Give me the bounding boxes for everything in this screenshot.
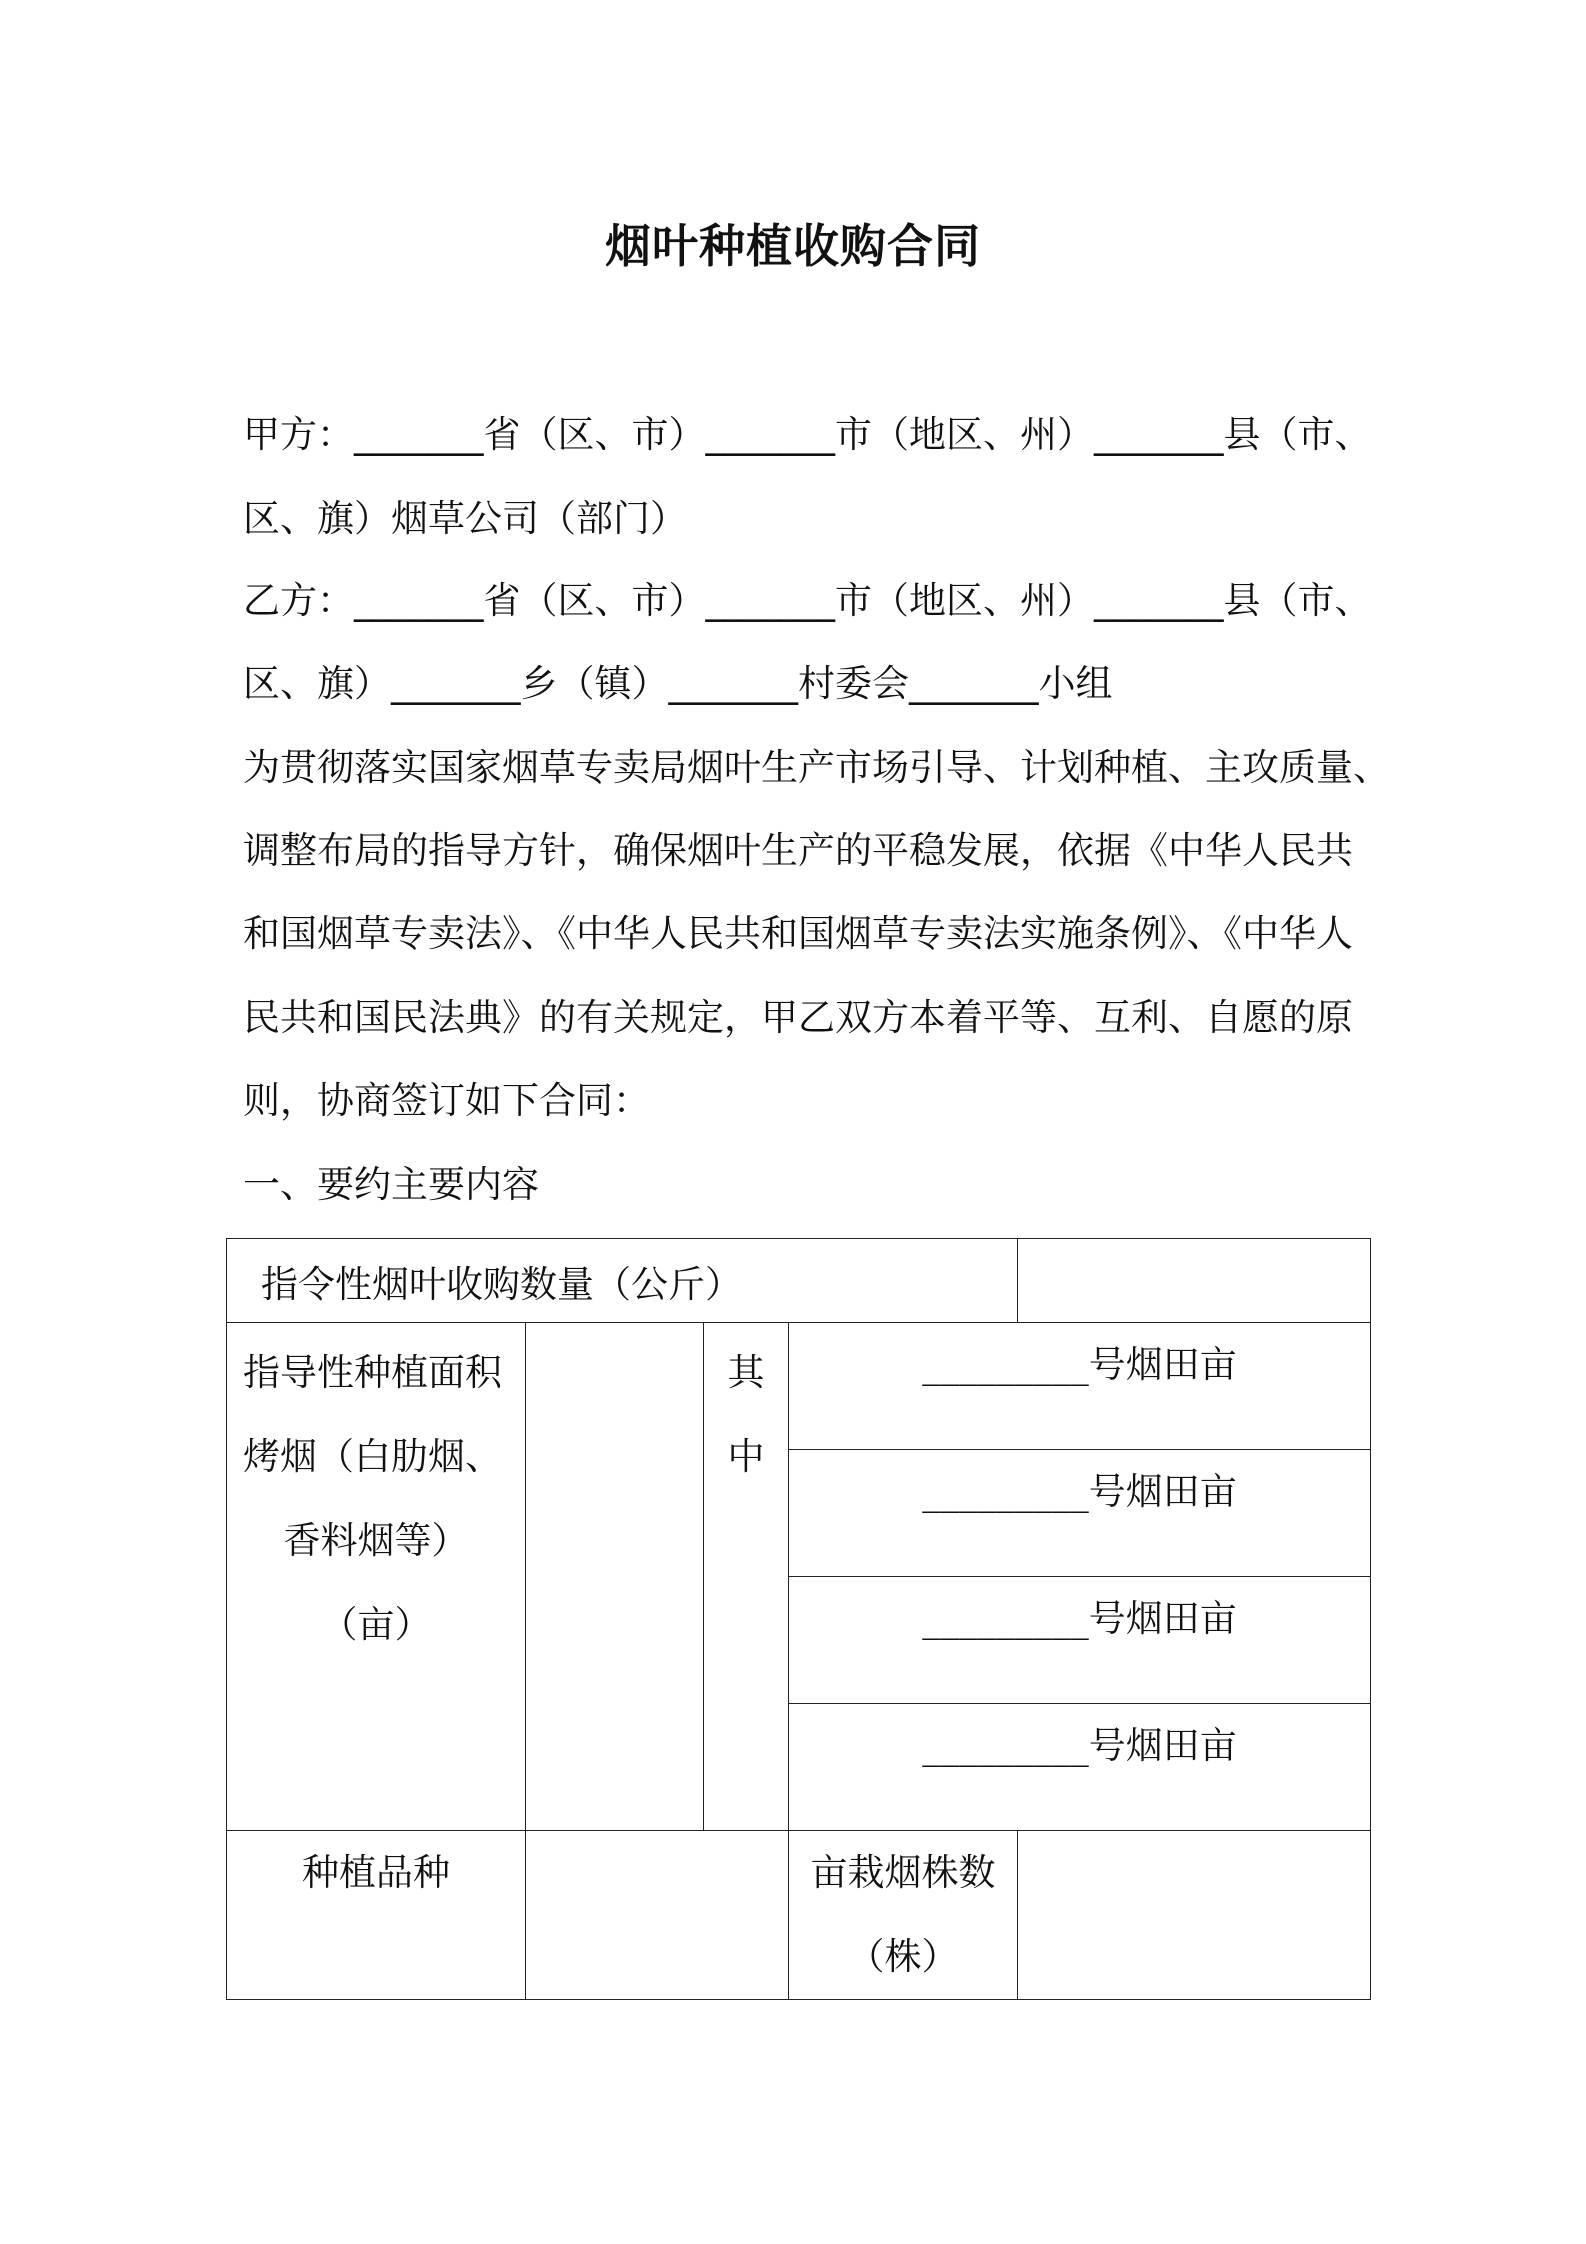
preamble-line: 民共和国民法典》的有关规定，甲乙双方本着平等、互利、自愿的原	[243, 996, 1353, 1039]
planting-area-label: 指导性种植面积 烤烟（白肋烟、 香料烟等） （亩）	[227, 1323, 526, 1831]
field-row[interactable]: _________号烟田亩	[789, 1577, 1371, 1704]
plants-per-mu-label: 亩栽烟株数 （株）	[789, 1831, 1018, 2000]
purchase-quantity-label: 指令性烟叶收购数量（公斤）	[227, 1239, 1018, 1323]
table-row	[227, 1831, 1371, 2000]
contract-title: 烟叶种植收购合同	[605, 219, 981, 273]
plants-per-mu-value[interactable]	[1018, 1831, 1371, 2000]
variety-label: 种植品种	[227, 1831, 526, 2000]
party-b-line-2: 区、旗）_______乡（镇）_______村委会_______小组	[243, 662, 1113, 705]
purchase-quantity-value[interactable]	[1018, 1239, 1371, 1323]
party-b-line-1: 乙方：_______省（区、市）_______市（地区、州）_______县（市、	[243, 579, 1372, 622]
field-row[interactable]: _________号烟田亩	[789, 1450, 1371, 1577]
field-row[interactable]: _________号烟田亩	[789, 1704, 1371, 1831]
party-a-line-1: 甲方：_______省（区、市）_______市（地区、州）_______县（市、	[243, 413, 1372, 456]
variety-value[interactable]	[526, 1831, 789, 2000]
preamble-line: 则，协商签订如下合同：	[243, 1079, 650, 1122]
preamble-line: 调整布局的指导方针，确保烟叶生产的平稳发展，依据《中华人民共	[243, 829, 1353, 872]
qizhong-label: 其 中	[704, 1323, 789, 1831]
table-row	[227, 1239, 1371, 1323]
field-row[interactable]: _________号烟田亩	[789, 1323, 1371, 1450]
contract-content-table	[226, 1238, 1371, 2000]
preamble-line: 为贯彻落实国家烟草专卖局烟叶生产市场引导、计划种植、主攻质量、	[243, 746, 1390, 789]
planting-area-value[interactable]	[526, 1323, 704, 1831]
party-a-line-2: 区、旗）烟草公司（部门）	[243, 497, 687, 540]
preamble-line: 和国烟草专卖法》、《中华人民共和国烟草专卖法实施条例》、《中华人	[243, 912, 1353, 955]
table-row	[227, 1323, 1371, 1450]
section-heading: 一、要约主要内容	[243, 1163, 539, 1206]
